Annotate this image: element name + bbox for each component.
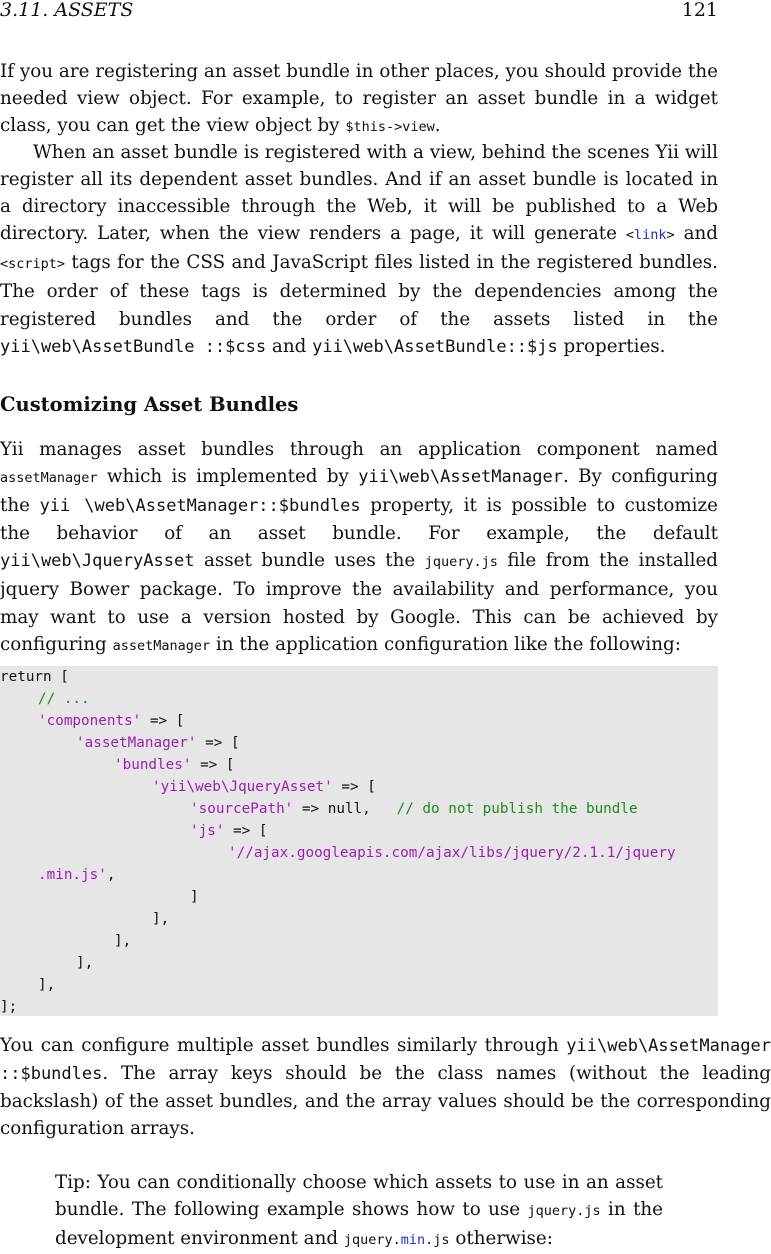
inline-code: assetManager [0, 470, 98, 487]
paragraph-text: file from the installed jquery Bower package. To improve the availability and performance, you may want to use a version hosted by Google. This can be achieved by configuring [0, 550, 719, 655]
section-heading: Customizing Asset Bundles [0, 393, 299, 416]
paragraph-text: . [434, 115, 441, 137]
paragraph-text: property, it is possible to customize the behavior of an asset bundle. For example, the default [0, 495, 718, 545]
code-text: => [ [141, 713, 185, 729]
code-string: 'yii\web\JqueryAsset' [152, 779, 333, 795]
code-line [0, 996, 17, 1018]
code-text: ], [114, 933, 132, 949]
code-text: => [ [332, 779, 376, 795]
code-string: 'bundles' [114, 757, 192, 773]
section-title: 3.11. ASSETS [0, 0, 134, 21]
inline-code: yii\web\AssetManager ::$bundles [0, 1036, 771, 1085]
paragraph-text: . By configuring the [0, 466, 718, 517]
code-block [0, 666, 718, 1016]
inline-code: jquery.js [424, 554, 498, 571]
paragraph-text: in the application configuration like the following: [210, 633, 681, 655]
code-string: 'sourcePath' [190, 801, 294, 817]
code-line [190, 798, 638, 820]
inline-code: <script> [0, 256, 66, 273]
code-line [38, 864, 115, 886]
code-text: ], [76, 955, 94, 971]
code-text: => [ [191, 757, 235, 773]
code-text: ], [152, 911, 170, 927]
paragraph-text: which is implemented by [97, 466, 359, 488]
code-line [38, 688, 90, 710]
code-line [0, 666, 69, 688]
paragraph-text: . The array keys should be the class names (without the leading backslash) of the asset bundles, and the array values should be the corresponding configuration arrays. [0, 1063, 771, 1140]
paragraph-text: and [266, 335, 313, 357]
code-line [114, 754, 235, 776]
code-string: .min.js' [38, 867, 107, 883]
paragraph-text: properties. [557, 335, 666, 357]
inline-code: jquery.js [527, 1203, 601, 1219]
paragraph-text: otherwise: [449, 1228, 553, 1249]
inline-code: < [625, 227, 635, 244]
code-line [152, 776, 376, 798]
inline-code: jquery. [343, 1232, 401, 1248]
code-text: ], [38, 977, 56, 993]
inline-code: yii\web\AssetManager [358, 467, 563, 488]
paragraph-text: You can configure multiple asset bundles similarly through [0, 1035, 567, 1056]
paragraph-text: tags for the CSS and JavaScript files listed in the registered bundles. The order of these tags is determined by the dependencies among the registered bundles and the order of the assets listed in the [0, 252, 718, 330]
inline-code-keyword: min [400, 1232, 426, 1248]
inline-code: yii \web\AssetManager::$bundles [39, 496, 361, 517]
code-string: '//ajax.googleapis.com/ajax/libs/jquery/2.1.1/jquery [228, 845, 676, 861]
code-line [190, 886, 199, 908]
page-header [0, 0, 718, 24]
code-text: ]; [0, 999, 18, 1015]
code-line [38, 710, 184, 732]
paragraph-register-bundles [0, 139, 718, 361]
code-line [228, 842, 676, 864]
code-line [76, 732, 240, 754]
inline-code: yii\web\AssetBundle::$js [312, 336, 558, 357]
code-text: => [ [196, 735, 240, 751]
code-line [76, 952, 93, 974]
inline-code: yii\web\AssetBundle ::$css [0, 336, 267, 357]
code-text: => null, [293, 801, 397, 817]
code-text: , [106, 867, 116, 883]
code-string: 'components' [38, 713, 142, 729]
paragraph-text: If you are registering an asset bundle in other places, you should provide the needed view object. For example, to register an asset bundle in a widget class, you can get the view object by [0, 61, 718, 137]
paragraph-text: When an asset bundle is registered with a view, behind the scenes Yii will register all its dependent asset bundles. And if an asset bundle is located in a directory inaccessible through the Web, it will be published to a Web directory. Later, when the view renders a page, it will generate [0, 142, 718, 245]
paragraph-text: Tip: You can conditionally choose which assets to use in an asset bundle. The following example shows how to use [55, 1172, 663, 1220]
inline-code-keyword: link [634, 227, 667, 244]
paragraph-multiple-bundles [0, 1032, 771, 1142]
code-text: ] [190, 889, 199, 905]
inline-code: assetManager [112, 637, 211, 654]
code-line [152, 908, 169, 930]
code-text: return [ [0, 669, 69, 685]
code-line [190, 820, 267, 842]
code-comment: // ... [38, 691, 90, 707]
paragraph-text: and [674, 223, 718, 245]
code-text: => [ [224, 823, 268, 839]
paragraph-text: in the development environment and [55, 1199, 664, 1249]
paragraph-asset-manager [0, 436, 718, 660]
inline-code: .js [425, 1232, 450, 1248]
code-string: 'assetManager' [76, 735, 197, 751]
inline-code: yii\web\JqueryAsset [0, 551, 195, 572]
paragraph-view-object [0, 58, 718, 141]
inline-code: > [666, 227, 675, 244]
code-line [114, 930, 131, 952]
code-string: 'js' [190, 823, 225, 839]
inline-code: $this->view [345, 119, 435, 136]
code-comment: // do not publish the bundle [396, 801, 638, 817]
paragraph-text: asset bundle uses the [194, 550, 425, 572]
code-line [38, 974, 55, 996]
page-number: 121 [681, 0, 718, 21]
paragraph-text: Yii manages asset bundles through an application component named [0, 439, 718, 460]
tip-box [55, 1169, 663, 1254]
